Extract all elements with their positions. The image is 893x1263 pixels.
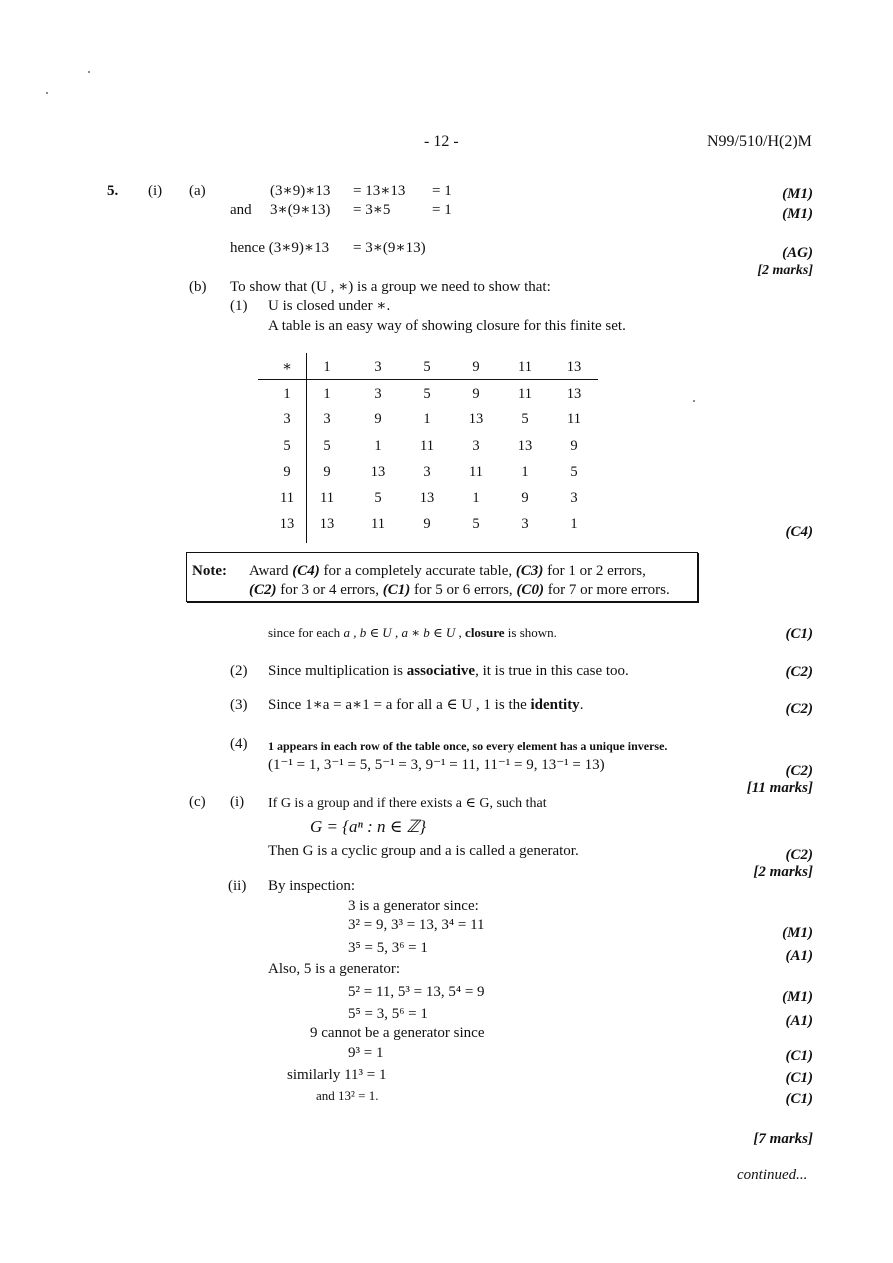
mark-n13: (C1) bbox=[785, 1091, 813, 1107]
mark-a-line1: (M1) bbox=[782, 186, 813, 202]
note-text: for 5 or 6 errors, bbox=[410, 582, 517, 598]
b-point1-text2: A table is an easy way of showing closure for this finite set. bbox=[268, 318, 626, 334]
note-text: Award bbox=[249, 563, 293, 579]
b-point4-text: 1 appears in each row of the table once, so every element has a unique inverse. bbox=[268, 739, 668, 753]
c-i-num: (i) bbox=[230, 794, 245, 810]
mark-point4: (C2) bbox=[785, 763, 813, 779]
table-cell: 11 bbox=[518, 386, 532, 402]
scan-speck bbox=[46, 92, 48, 94]
table-row-header: 1 bbox=[283, 386, 291, 402]
table-row-header: 9 bbox=[283, 464, 291, 480]
note-text: for 7 or more errors. bbox=[543, 582, 670, 598]
point2-text: Since multiplication is bbox=[268, 663, 407, 679]
c-i-set: G = {aⁿ : n ∈ ℤ} bbox=[310, 817, 427, 836]
closure-math: a , b ∈ U , a ∗ b ∈ U , bbox=[343, 625, 466, 640]
g5-title: Also, 5 is a generator: bbox=[268, 961, 401, 977]
cayley-table bbox=[258, 353, 600, 543]
scan-speck bbox=[88, 71, 90, 73]
c-i-then: Then G is a cyclic group and a is called a generator. bbox=[268, 843, 579, 859]
page-number: - 12 - bbox=[424, 133, 459, 150]
table-cell: 11 bbox=[567, 411, 581, 427]
mark-a-line2: (M1) bbox=[782, 206, 813, 222]
table-col-header: 9 bbox=[472, 359, 480, 375]
c-i-total-marks: [2 marks] bbox=[753, 864, 813, 880]
n9-title: 9 cannot be a generator since bbox=[310, 1025, 485, 1041]
c-ii-total-marks: [7 marks] bbox=[753, 1131, 813, 1147]
table-cell: 13 bbox=[319, 516, 335, 532]
mark-point3: (C2) bbox=[785, 701, 813, 717]
g3-line1: 3² = 9, 3³ = 13, 3⁴ = 11 bbox=[348, 917, 485, 933]
table-cell: 5 bbox=[521, 411, 529, 427]
mark-closure: (C1) bbox=[785, 626, 813, 642]
a-line1-lhs: (3∗9)∗13 bbox=[270, 183, 331, 199]
table-cell: 3 bbox=[570, 490, 578, 506]
table-cell: 9 bbox=[521, 490, 529, 506]
b-point2-text bbox=[268, 662, 629, 680]
note-text: for 1 or 2 errors, bbox=[543, 563, 646, 579]
note-line2 bbox=[249, 581, 670, 599]
c-ii-num: (ii) bbox=[228, 878, 247, 894]
note-mark-c3: (C3) bbox=[515, 563, 544, 579]
b-point4-inverses: (1⁻¹ = 1, 3⁻¹ = 5, 5⁻¹ = 3, 9⁻¹ = 11, 11⁻¹ = 9, 13⁻¹ = 13) bbox=[268, 757, 605, 773]
mark-table: (C4) bbox=[785, 524, 813, 540]
b-total-marks: [11 marks] bbox=[746, 780, 813, 796]
g5-line1: 5² = 11, 5³ = 13, 5⁴ = 9 bbox=[348, 984, 485, 1000]
identity-word: identity bbox=[530, 697, 580, 713]
table-cell: 11 bbox=[469, 464, 483, 480]
table-cell: 9 bbox=[374, 411, 382, 427]
table-cell: 5 bbox=[374, 490, 382, 506]
table-cell: 13 bbox=[517, 438, 533, 454]
table-row-header: 13 bbox=[279, 516, 295, 532]
part-i-label: (i) bbox=[148, 183, 163, 199]
closure-text: is shown. bbox=[504, 625, 557, 640]
table-cell: 13 bbox=[370, 464, 386, 480]
a-line2-mid: = 3∗5 bbox=[353, 202, 391, 218]
a-line1-mid: = 13∗13 bbox=[353, 183, 406, 199]
b-intro: To show that (U , ∗) is a group we need to show that: bbox=[230, 279, 551, 295]
n11-line: similarly 11³ = 1 bbox=[287, 1067, 387, 1083]
table-col-header: 13 bbox=[566, 359, 582, 375]
a-line2-rhs: = 1 bbox=[432, 202, 452, 218]
table-cell: 3 bbox=[521, 516, 529, 532]
b-point1-text: U is closed under ∗. bbox=[268, 298, 391, 314]
table-cell: 1 bbox=[323, 386, 331, 402]
b-point4-num: (4) bbox=[230, 736, 248, 752]
mark-point2: (C2) bbox=[785, 664, 813, 680]
note-text: for a completely accurate table, bbox=[319, 563, 516, 579]
mark-g3-line1: (M1) bbox=[782, 925, 813, 941]
table-cell: 9 bbox=[472, 386, 480, 402]
b-point3-num: (3) bbox=[230, 697, 248, 713]
table-cell: 5 bbox=[472, 516, 480, 532]
note-mark-c0: (C0) bbox=[516, 582, 544, 598]
note-mark-c1: (C1) bbox=[382, 582, 411, 598]
note-label: Note: bbox=[192, 563, 227, 579]
table-cell: 11 bbox=[371, 516, 385, 532]
mark-a-line3: (AG) bbox=[782, 245, 813, 261]
table-cell: 1 bbox=[521, 464, 529, 480]
table-row-header: 11 bbox=[280, 490, 294, 506]
table-cell: 5 bbox=[323, 438, 331, 454]
closure-line bbox=[268, 624, 557, 642]
table-cell: 11 bbox=[320, 490, 334, 506]
part-b-label: (b) bbox=[189, 279, 207, 295]
a-line2-and: and bbox=[230, 202, 252, 218]
a-line2-lhs: 3∗(9∗13) bbox=[270, 202, 331, 218]
mark-g5-line1: (M1) bbox=[782, 989, 813, 1005]
table-cell: 13 bbox=[419, 490, 435, 506]
closure-word: closure bbox=[465, 625, 505, 640]
c-i-text: If G is a group and if there exists a ∈ G, such that bbox=[268, 796, 547, 811]
table-cell: 9 bbox=[323, 464, 331, 480]
b-point3-text bbox=[268, 696, 583, 714]
table-cell: 1 bbox=[374, 438, 382, 454]
b-point1-num: (1) bbox=[230, 298, 248, 314]
g3-line2: 3⁵ = 5, 3⁶ = 1 bbox=[348, 940, 428, 956]
note-mark-c2: (C2) bbox=[249, 582, 277, 598]
b-point2-num: (2) bbox=[230, 663, 248, 679]
table-operator-symbol: ∗ bbox=[282, 359, 292, 375]
table-row-header: 3 bbox=[283, 411, 291, 427]
note-line1 bbox=[249, 562, 646, 580]
n9-line1: 9³ = 1 bbox=[348, 1045, 384, 1061]
table-cell: 11 bbox=[420, 438, 434, 454]
g3-title: 3 is a generator since: bbox=[348, 898, 479, 914]
g5-line2: 5⁵ = 3, 5⁶ = 1 bbox=[348, 1006, 428, 1022]
table-col-header: 1 bbox=[323, 359, 331, 375]
table-cell: 3 bbox=[374, 386, 382, 402]
table-col-header: 3 bbox=[374, 359, 382, 375]
a-line1-rhs: = 1 bbox=[432, 183, 452, 199]
paper-code: N99/510/H(2)M bbox=[707, 133, 812, 150]
mark-n9: (C1) bbox=[785, 1048, 813, 1064]
note-text: for 3 or 4 errors, bbox=[276, 582, 383, 598]
table-cell: 1 bbox=[472, 490, 480, 506]
a-total-marks: [2 marks] bbox=[757, 263, 813, 278]
a-line3: hence (3∗9)∗13 bbox=[230, 240, 330, 256]
n13-line: and 13² = 1. bbox=[316, 1088, 379, 1103]
table-cell: 1 bbox=[570, 516, 578, 532]
mark-n11: (C1) bbox=[785, 1070, 813, 1086]
a-line3-rhs: = 3∗(9∗13) bbox=[353, 240, 426, 256]
point3-text: Since 1∗a = a∗1 = a for all a ∈ U , 1 is the bbox=[268, 697, 531, 713]
question-number: 5. bbox=[107, 183, 119, 199]
table-cell: 3 bbox=[472, 438, 480, 454]
note-mark-c4: (C4) bbox=[292, 563, 320, 579]
table-cell: 5 bbox=[570, 464, 578, 480]
c-ii-text: By inspection: bbox=[268, 878, 356, 894]
table-col-header: 5 bbox=[423, 359, 431, 375]
associative-word: associative bbox=[406, 663, 476, 679]
point3-text: . bbox=[579, 697, 584, 713]
table-col-header: 11 bbox=[518, 359, 532, 375]
table-cell: 9 bbox=[570, 438, 578, 454]
part-c-label: (c) bbox=[189, 794, 206, 810]
table-cell: 9 bbox=[423, 516, 431, 532]
table-cell: 5 bbox=[423, 386, 431, 402]
mark-c-i: (C2) bbox=[785, 847, 813, 863]
table-row-header: 5 bbox=[283, 438, 291, 454]
table-cell: 13 bbox=[566, 386, 582, 402]
closure-text: since for each bbox=[268, 625, 344, 640]
part-a-label: (a) bbox=[189, 183, 206, 199]
marking-note-box bbox=[186, 552, 698, 602]
mark-g5-line2: (A1) bbox=[785, 1013, 813, 1029]
table-cell: 3 bbox=[423, 464, 431, 480]
mark-g3-line2: (A1) bbox=[785, 948, 813, 964]
point2-text: , it is true in this case too. bbox=[475, 663, 629, 679]
table-cell: 13 bbox=[468, 411, 484, 427]
table-cell: 1 bbox=[423, 411, 431, 427]
table-cell: 3 bbox=[323, 411, 331, 427]
scan-speck bbox=[693, 400, 695, 402]
continued-label: continued... bbox=[737, 1167, 808, 1183]
